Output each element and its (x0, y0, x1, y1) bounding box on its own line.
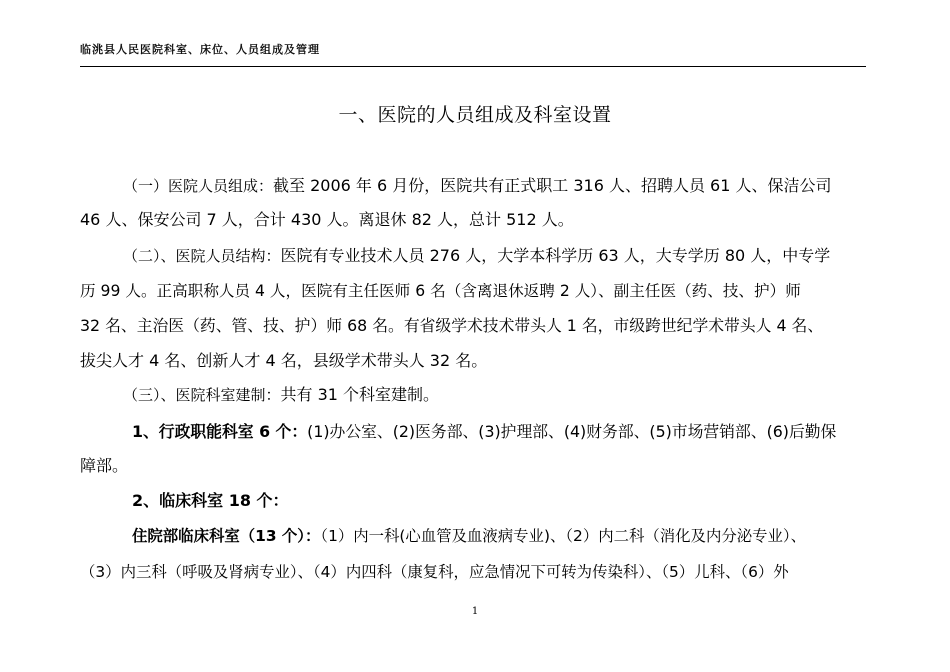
paragraph-text: 截至 2006 年 6 月份，医院共有正式职工 316 人、招聘人员 61 人、保洁公司 (273, 176, 832, 195)
paragraph-line: （3）内三科（呼吸及肾病专业）、（4）内四科（康复科，应急情况下可转为传染科）、（5）儿科、（6）外 (80, 563, 789, 581)
running-header: 临洮县人民医院科室、床位、人员组成及管理 (80, 43, 320, 56)
paragraph-line: 32 名、主治医（药、管、技、护）师 68 名。有省级学术技术带头人 1 名，市级跨世纪学术带头人 4 名、 (80, 316, 824, 335)
paragraph-line (123, 178, 832, 194)
paragraph-line (123, 248, 830, 264)
paragraph-line (123, 387, 439, 403)
paragraph-line: 障部。 (80, 456, 129, 475)
paragraph-text: 医院有专业技术人员 276 人，大学本科学历 63 人，大专学历 80 人，中专学 (280, 246, 831, 265)
paragraph-line (132, 529, 806, 544)
paragraph-text: 共有 31 个科室建制。 (280, 385, 440, 404)
section-title: 一、医院的人员组成及科室设置 (338, 104, 612, 126)
page-number: 1 (471, 606, 479, 617)
paragraph-line (132, 424, 836, 440)
item-heading: 2、临床科室 18 个： (132, 491, 289, 510)
item-heading: 1、行政职能科室 6 个： (132, 422, 308, 441)
item-heading: 住院部临床科室（13 个）： (132, 527, 321, 545)
section-label: （三）、医院科室建制： (123, 386, 281, 404)
header-divider (80, 66, 866, 67)
section-label: （一）医院人员组成： (123, 177, 274, 195)
paragraph-text: (1)办公室、(2)医务部、(3)护理部、(4)财务部、(5)市场营销部、(6)后勤保 (307, 422, 837, 441)
paragraph-text: （1）内一科(心血管及血液病专业)、（2）内二科（消化及内分泌专业）、 (320, 527, 806, 545)
paragraph-line: 46 人、保安公司 7 人，合计 430 人。离退休 82 人，总计 512 人。 (80, 210, 574, 229)
section-label: （二）、医院人员结构： (123, 247, 281, 265)
paragraph-line: 历 99 人。正高职称人员 4 人，医院有主任医师 6 名（含离退休返聘 2 人）、副主任医（药、技、护）师 (80, 282, 801, 300)
paragraph-line: 拔尖人才 4 名、创新人才 4 名，县级学术带头人 32 名。 (80, 351, 488, 370)
